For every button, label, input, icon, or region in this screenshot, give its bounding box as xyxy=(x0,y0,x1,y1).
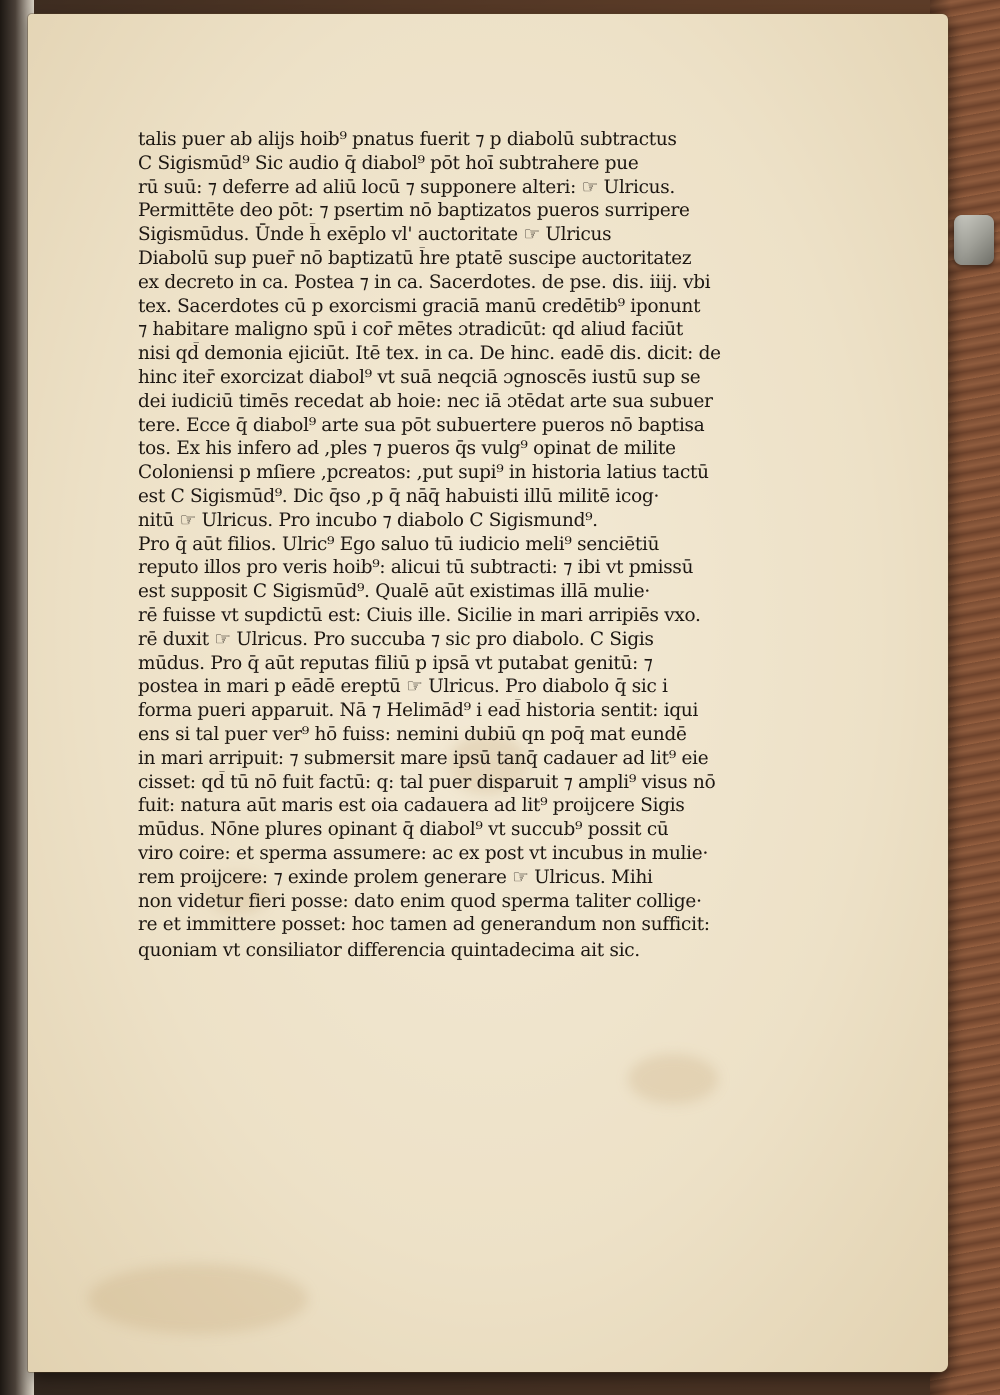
text-line: Permittēte deo pōt: ⁊ psertim nō baptizatos pueros surripere xyxy=(137,200,690,222)
text-line: est supposit C Sigismūd⁹. Qualē aūt existimas illā mulie· xyxy=(137,581,651,603)
page-stain xyxy=(88,1264,308,1334)
text-line: mūdus. Nōne plures opinant q̄ diabol⁹ vt succub⁹ possit cū xyxy=(137,819,669,841)
text-line: ens si tal puer ver⁹ hō fuiss: nemini dubiū qn poq̄ mat eundē xyxy=(137,723,687,745)
text-line: postea in mari p eādē ereptū ☞ Ulricus. Pro diabolo q̄ sic i xyxy=(137,676,668,698)
metal-clasp xyxy=(954,215,994,265)
text-line: in mari arripuit: ⁊ submersit mare ipsū tanq̄ cadauer ad lit⁹ eie xyxy=(137,747,709,769)
text-line: rē duxit ☞ Ulricus. Pro succuba ⁊ sic pro diabolo. C Sigis xyxy=(137,628,654,650)
text-line: reputo illos pro veris hoib⁹: alicui tū subtracti: ⁊ ibi vt pmissū xyxy=(137,557,694,579)
page-stain xyxy=(628,1054,718,1104)
text-line: ex decreto in ca. Postea ⁊ in ca. Sacerdotes. de pse. dis. iiij. vbi xyxy=(137,271,711,293)
text-line: nisi qd̄ demonia ejiciūt. Itē tex. in ca. De hinc. eadē dis. dicit: de xyxy=(137,343,721,365)
text-line: nitū ☞ Ulricus. Pro incubo ⁊ diabolo C Sigismund⁹. xyxy=(137,509,598,531)
text-line: re et immittere posset: hoc tamen ad generandum non sufficit: xyxy=(137,914,710,936)
text-line: rū suū: ⁊ deferre ad aliū locū ⁊ supponere alteri: ☞ Ulricus. xyxy=(137,176,676,198)
text-line: cisset: qd̄ tū nō fuit factū: q: tal puer disparuit ⁊ ampli⁹ visus nō xyxy=(137,771,716,793)
text-line: rē fuisse vt supdictū est: Ciuis ille. Sicilie in mari arripiēs vxo. xyxy=(137,604,701,626)
text-line: est C Sigismūd⁹. Dic q̄so ,p q̄ nāq̄ habuisti illū militē icog· xyxy=(137,485,660,507)
text-line: non videtur fieri posse: dato enim quod sperma taliter collige· xyxy=(137,890,702,912)
text-line: Coloniensi p mſiere ,pcreatos: ,put supi⁹ in historia latius tactū xyxy=(137,462,709,484)
text-line: forma pueri apparuit. Nā ⁊ Helimād⁹ i ead̄ historia sentit: iqui xyxy=(137,700,699,722)
text-line: Sigismūdus. Ūnde h̄ exēplo vl' auctoritate ☞ Ulricus xyxy=(137,224,612,246)
text-line: hinc iter̄ exorcizat diabol⁹ vt suā neqciā ɔgnoscēs iustū sup se xyxy=(137,366,701,388)
text-line: fuit: natura aūt maris est oia cadauera ad lit⁹ proijcere Sigis xyxy=(137,795,685,817)
text-line: tere. Ecce q̄ diabol⁹ arte sua pōt subuertere pueros nō baptisa xyxy=(137,414,705,436)
text-line: ⁊ habitare maligno spū i cor̄ mētes ɔtradicūt: qd aliud faciūt xyxy=(137,319,684,341)
text-line: viro coire: et sperma assumere: ac ex post vt incubus in mulie· xyxy=(137,842,709,864)
text-line: Pro q̄ aūt filios. Ulric⁹ Ego saluo tū iudicio meli⁹ senciētiū xyxy=(137,533,660,555)
text-line: Diabolū sup puer̄ nō baptizatū h̄re ptatē suscipe auctoritatez xyxy=(137,247,692,269)
printed-text-block xyxy=(138,128,842,963)
text-line: tex. Sacerdotes cū p exorcismi graciā manū credētib⁹ iponunt xyxy=(137,295,701,317)
text-line: mūdus. Pro q̄ aūt reputas filiū p ipsā vt putabat genitū: ⁊ xyxy=(137,652,653,674)
text-line: tos. Ex his infero ad ,ples ⁊ pueros q̄s vulg⁹ opinat de milite xyxy=(137,438,676,460)
text-line: C Sigismūd⁹ Sic audio q̄ diabol⁹ pōt hoī subtrahere pue xyxy=(137,152,639,174)
text-line: rem proijcere: ⁊ exinde prolem generare ☞ Ulricus. Mihi xyxy=(137,866,653,888)
text-line: dei iudiciū timēs recedat ab hoie: nec iā ɔtēdat arte sua subuer xyxy=(137,390,713,412)
text-line: talis puer ab alijs hoib⁹ pnatus fuerit ⁊ p diabolū subtractus xyxy=(137,129,677,150)
text-line: quoniam vt consiliator differencia quintadecima ait sic. xyxy=(137,940,641,962)
